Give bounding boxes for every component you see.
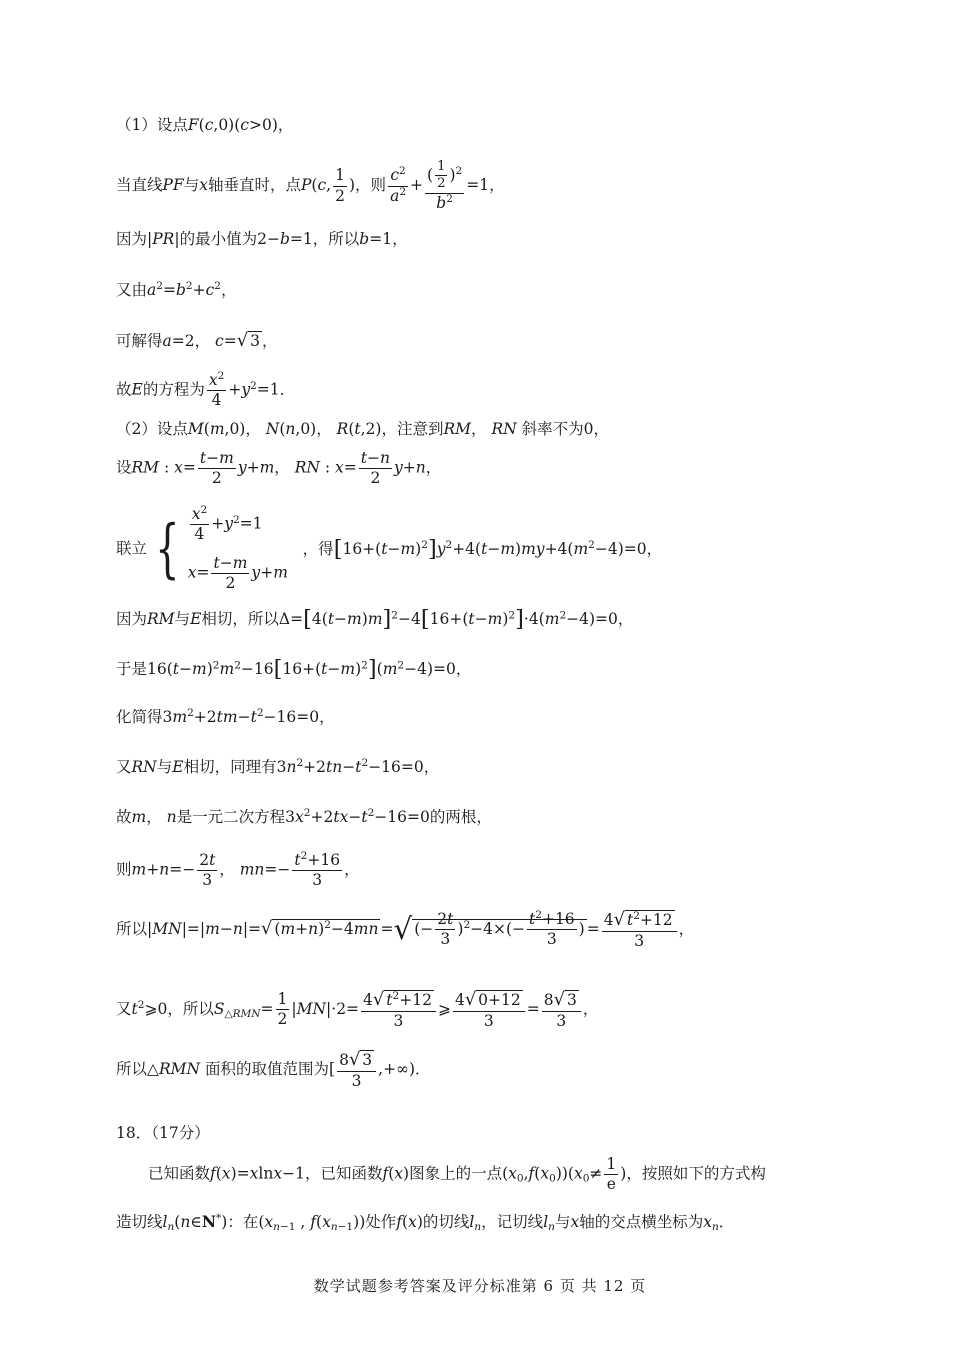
solution-line-15: 则m+n=− $\frac{2t}{3}$ ， mn=− $\frac{t^2+16}{3}$ ，: [116, 850, 360, 890]
solution-line-3: 因为|PR|的最小值为2−b=1，所以b=1，: [116, 230, 408, 248]
solution-line-12: 化简得$3m^2+2tm-t^2-16=0$，: [116, 707, 335, 726]
equation-system: { $\frac{x^2}{4}$ $+y^2=1$ x= $\frac{t-m}{2}$ y+m: [155, 504, 288, 593]
page-footer: 数学试题参考答案及评分标准第 6 页 共 12 页: [313, 1277, 647, 1295]
solution-line-7: （2）设点M(m,0)， N(n,0)， R(t,2)，注意到RM， RN 斜率不为0，: [116, 420, 610, 438]
solution-line-5: 可解得a=2， c=√ 3 ，: [116, 330, 278, 351]
solution-line-4: 又由$a^2=b^2+c^2$，: [116, 280, 237, 299]
solution-line-1: （1）设点F(c,0)(c>0)，: [116, 116, 294, 134]
solution-line-11: 于是$16(t-m)^2m^2-16[16+(t-m)^2](m^2-4)=0$，: [116, 656, 472, 682]
solution-line-14: 故m， n是一元二次方程$3x^2+2tx-t^2-16=0$的两根，: [116, 807, 492, 826]
solution-line-6: 故E的方程为 $\frac{x^2}{4}$ $+y^2=1$．: [116, 370, 296, 410]
text: （1）设点: [116, 116, 188, 134]
solution-line-16: 所以|MN|=|m−n|=√ $(m+n)^2-4mn$ =√ (− $\frac{2t}{3}$ )$^2$−4×(− $\frac{t^2+16}{3}$ ) = $\frac{4√ t^2+12}{3}$ ，: [116, 909, 695, 950]
question-18-header: 18．（17分）: [116, 1124, 210, 1142]
solution-line-9: 联立 { $\frac{x^2}{4}$ $+y^2=1$ x= $\frac{t-m}{2}$ y+m ，得$[16+(t-m)^2]y^2+4(t-m)my+4(m^2-4)=0$，: [116, 500, 662, 598]
solution-line-2: 当直线PF与x轴垂直时，点P(c, $\frac{1}{2}$ )，则 $\frac{c^2}{a^2}$ + ( $\frac{1}{2}$ )$^2$ $b^2$ =1，: [116, 159, 505, 212]
solution-line-10: 因为RM与E相切，所以$\Delta=[4(t-m)m]^2-4[16+(t-m)^2]\cdot 4(m^2-4)=0$，: [116, 606, 634, 632]
solution-line-13: 又RN与E相切，同理有$3n^2+2tn-t^2-16=0$，: [116, 757, 440, 776]
solution-line-8: 设RM : x= $\frac{t-m}{2}$ y+m， RN : x= $\frac{t-n}{2}$ y+n，: [116, 449, 442, 488]
question-18-line-2: 造切线$l_n(n\in N^*)$：在($x_{n-1}$ , $f(x_{n-1})$)处作f(x)的切线$l_n$，记切线$l_n$与x轴的交点横坐标为$x_n$．: [116, 1212, 735, 1234]
solution-line-18: 所以△RMN 面积的取值范围为[ $\frac{8√ 3}{3}$ ,+∞)．: [116, 1049, 431, 1090]
question-18-line-1: 已知函数f(x)=xlnx−1，已知函数f(x)图象上的一点$(x_0,f(x_0))(x_0\ne$ $\frac{1}{e}$ )，按照如下的方式构: [148, 1155, 766, 1194]
solution-line-17: 又$t^2⩾0$，所以$S_{\triangle RMN}=$ $\frac{1}{2}$ |MN|·2= $\frac{4√ t^2+12}{3}$ ⩾ $\frac{4√ 0+12}{3}$ = $\frac{8√ 3}{3}$ ，: [116, 989, 599, 1030]
